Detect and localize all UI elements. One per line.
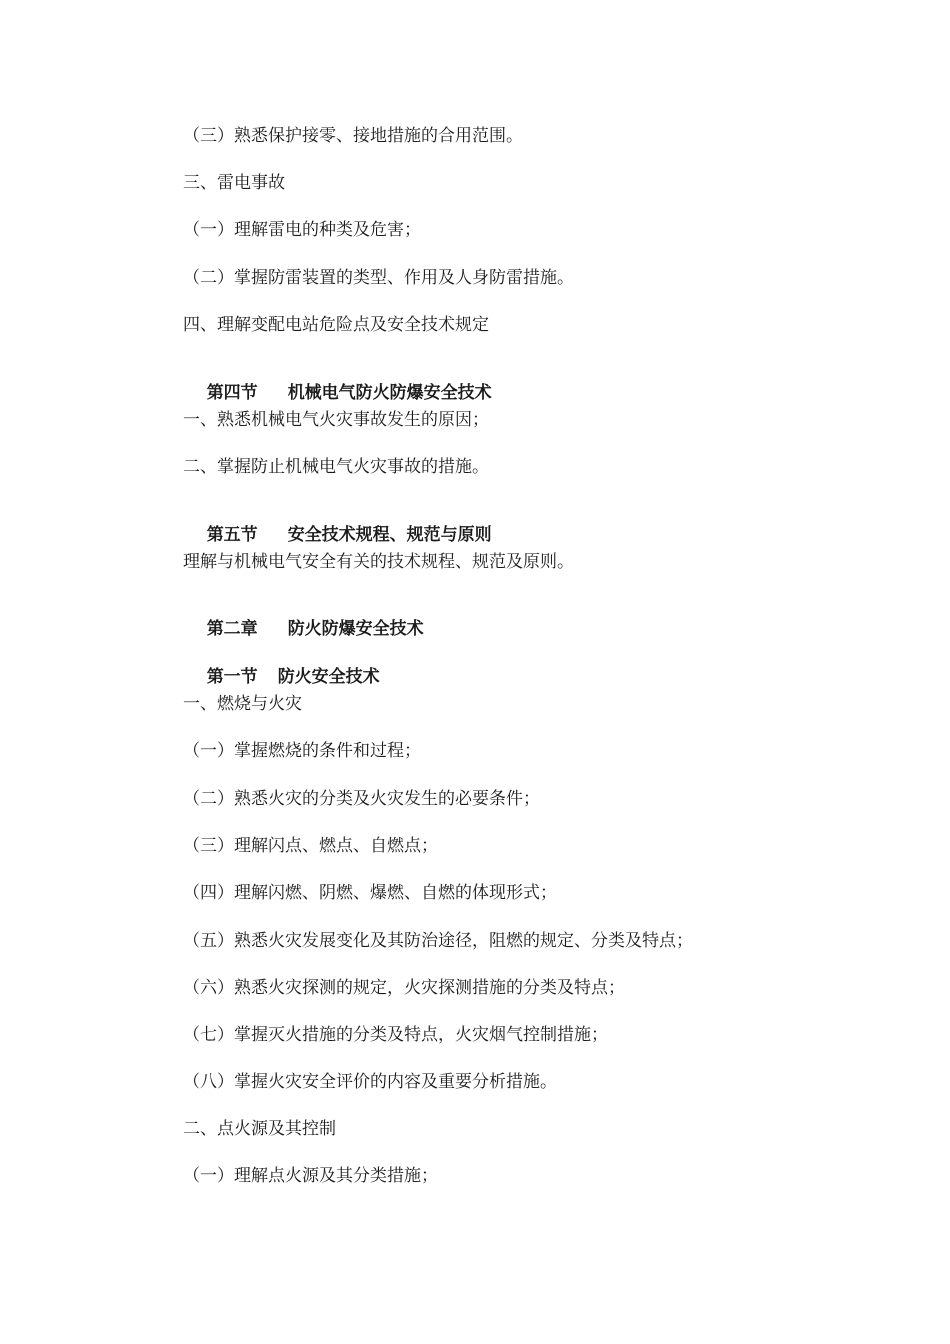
text-line: 四、理解变配电站危险点及安全技术规定: [183, 315, 489, 335]
text-line: （七）掌握灭火措施的分类及特点，火灾烟气控制措施；: [183, 1025, 608, 1045]
text-line: 一、燃烧与火灾: [183, 694, 302, 714]
text-line: （二）掌握防雷装置的类型、作用及人身防雷措施。: [183, 268, 574, 288]
text-line: 三、雷电事故: [183, 173, 285, 193]
section-label: 第五节: [206, 525, 258, 545]
text-line: （五）熟悉火灾发展变化及其防治途径，阻燃的规定、分类及特点；: [183, 931, 693, 951]
text-line: （八）掌握火灾安全评价的内容及重要分析措施。: [183, 1072, 557, 1092]
text-line: （三）熟悉保护接零、接地措施的合用范围。: [183, 126, 523, 146]
section-title: 机械电气防火防爆安全技术: [287, 383, 492, 403]
text-line: （三）理解闪点、燃点、自燃点；: [183, 836, 438, 856]
text-line: （一）理解雷电的种类及危害；: [183, 220, 421, 240]
text-line: 二、掌握防止机械电气火灾事故的措施。: [183, 457, 489, 477]
section-label: 第四节: [206, 383, 258, 403]
text-line: （一）掌握燃烧的条件和过程；: [183, 741, 421, 761]
chapter-label: 第二章: [206, 619, 258, 639]
section-label: 第一节: [206, 667, 258, 687]
text-line: （一）理解点火源及其分类措施；: [183, 1166, 438, 1186]
chapter-title: 防火防爆安全技术: [287, 619, 424, 639]
section-title: 防火安全技术: [277, 667, 380, 687]
text-line: 理解与机械电气安全有关的技术规程、规范及原则。: [183, 552, 574, 572]
text-line: （六）熟悉火灾探测的规定，火灾探测措施的分类及特点；: [183, 978, 625, 998]
text-line: 一、熟悉机械电气火灾事故发生的原因；: [183, 410, 489, 430]
text-line: （四）理解闪燃、阴燃、爆燃、自燃的体现形式；: [183, 883, 557, 903]
text-line: 二、点火源及其控制: [183, 1119, 336, 1139]
section-title: 安全技术规程、规范与原则: [287, 525, 492, 545]
text-line: （二）熟悉火灾的分类及火灾发生的必要条件；: [183, 789, 540, 809]
